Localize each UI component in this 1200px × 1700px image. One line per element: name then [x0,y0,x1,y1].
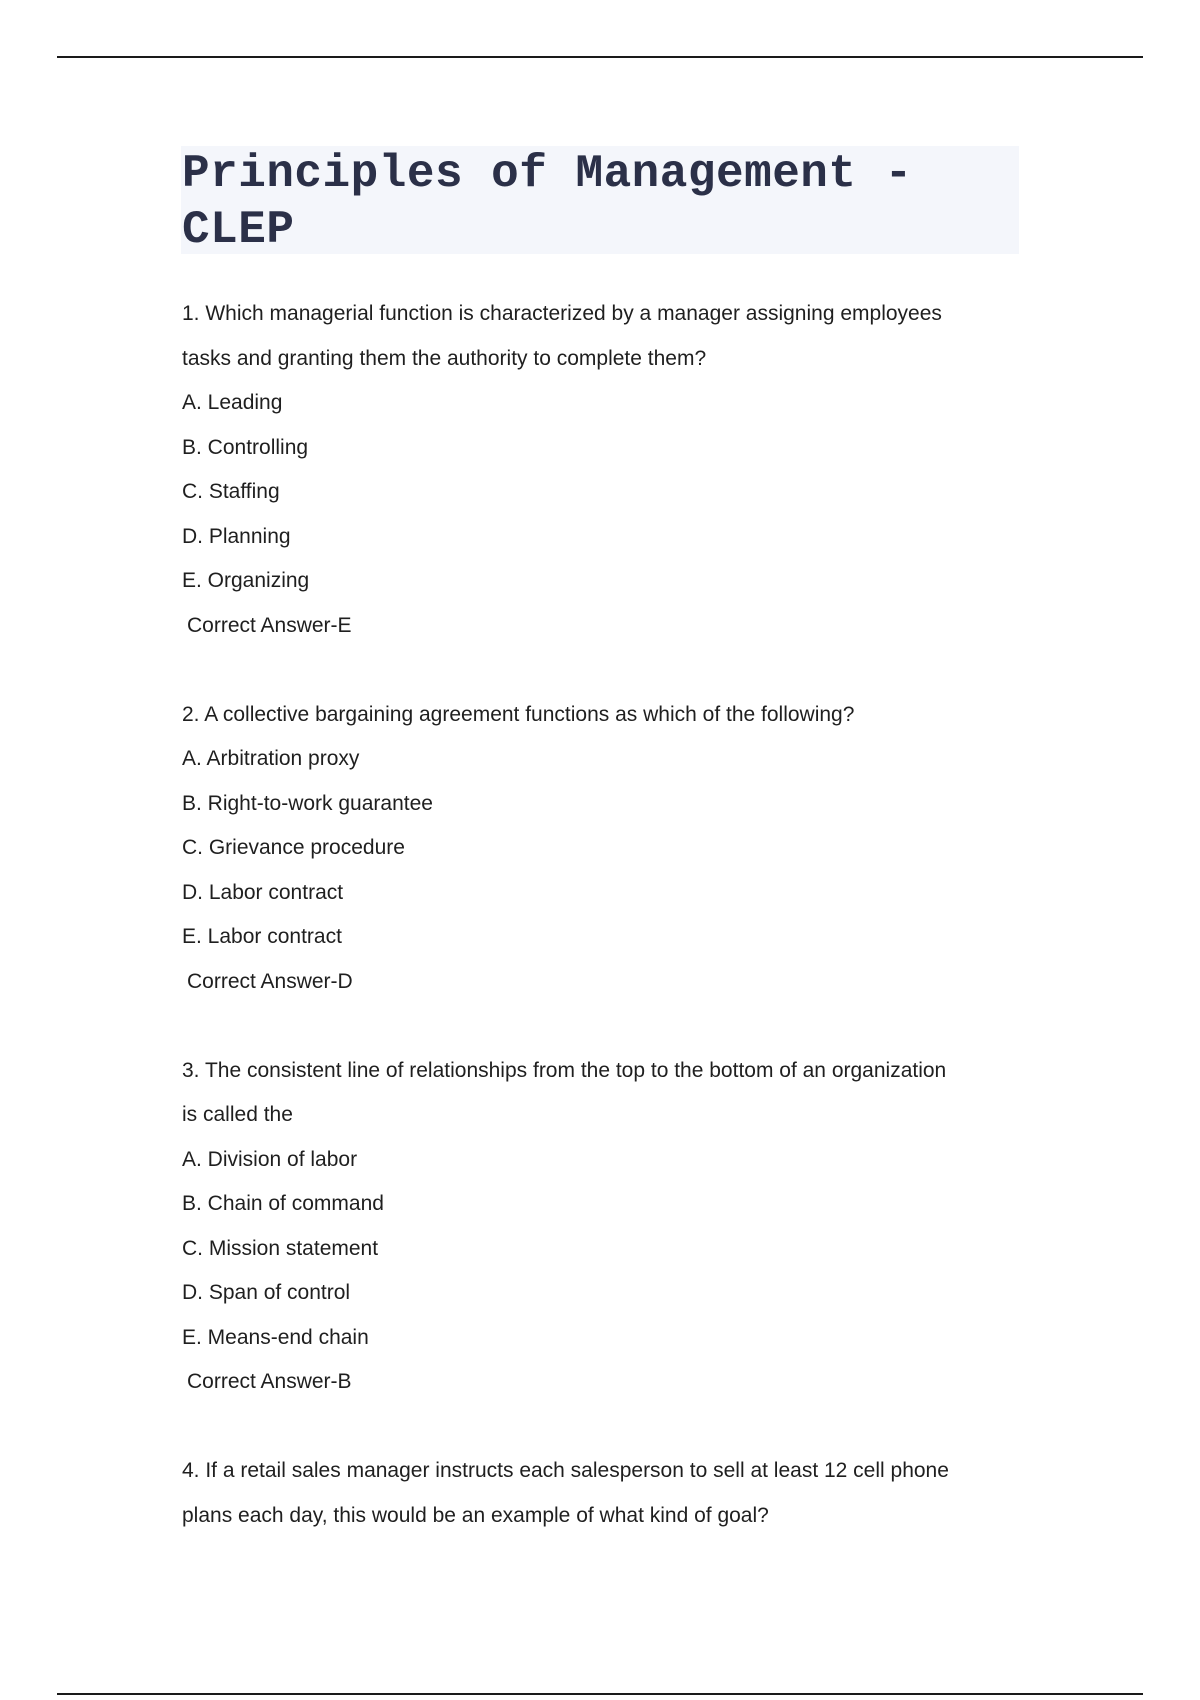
question-3-correct-answer: Correct Answer-B [187,1370,352,1393]
question-3-option-b: B. Chain of command [182,1192,384,1215]
question-1-option-b: B. Controlling [182,435,309,459]
question-3-text-line-2: is called the [182,1103,293,1126]
question-4 [182,1449,1022,1538]
question-3-text-line-1: 3. The consistent line of relationships from the top to the bottom of an organization [182,1058,947,1082]
title-line-1: Principles of Management - [182,148,913,200]
question-list [182,292,1022,1583]
question-1-option-e: E. Organizing [182,569,310,592]
question-1-correct-answer: Correct Answer-E [187,613,352,637]
question-1-text-line-2: tasks and granting them the authority to complete them? [182,346,707,370]
question-3-option-e: E. Means-end chain [182,1325,369,1349]
title-banner [181,146,1019,254]
header-rule [57,56,1143,58]
title-line-2: CLEP [182,204,295,256]
question-2-correct-answer: Correct Answer-D [187,969,353,993]
question-3 [182,1049,1022,1405]
question-2-option-d: D. Labor contract [182,880,344,904]
question-2-text-line-1: 2. A collective bargaining agreement functions as which of the following? [182,702,855,726]
question-1-option-d: D. Planning [182,524,291,548]
question-1 [182,292,1022,648]
question-3-option-a: A. Division of labor [182,1147,358,1171]
question-1-option-a: A. Leading [182,391,283,414]
question-4-text-line-2: plans each day, this would be an example of what kind of goal? [182,1503,769,1527]
question-1-option-c: C. Staffing [182,480,280,503]
footer-rule [57,1693,1143,1695]
question-2 [182,693,1022,1005]
question-1-text-line-1: 1. Which managerial function is characterized by a manager assigning employees [182,302,942,325]
question-2-option-e: E. Labor contract [182,925,342,948]
question-4-text-line-1: 4. If a retail sales manager instructs each salesperson to sell at least 12 cell phone [182,1459,949,1482]
question-3-option-c: C. Mission statement [182,1236,379,1260]
question-2-option-c: C. Grievance procedure [182,836,405,859]
question-3-option-d: D. Span of control [182,1281,351,1304]
question-2-option-a: A. Arbitration proxy [182,747,360,770]
question-2-option-b: B. Right-to-work guarantee [182,791,433,815]
page-title [182,146,1019,258]
